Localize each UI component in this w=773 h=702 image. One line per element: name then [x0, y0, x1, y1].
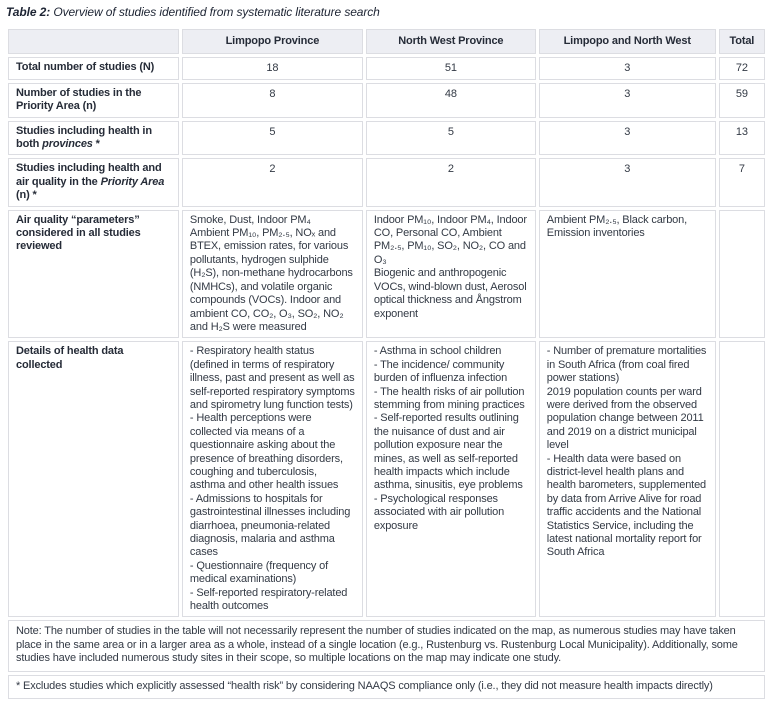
- total-studies-north-west: 51: [366, 57, 536, 79]
- air-quality-limpopo-and-nw: Ambient PM₂.₅, Black carbon, Emission inventories: [539, 210, 716, 339]
- row-priority-area-studies: [8, 83, 765, 118]
- header-row: [8, 29, 765, 54]
- table-caption-text: Overview of studies identified from systematic literature search: [50, 5, 380, 19]
- studies-overview-table: [5, 26, 768, 702]
- header-limpopo-and-north-west: Limpopo and North West: [539, 29, 716, 54]
- header-empty: [8, 29, 179, 54]
- row-air-quality-parameters-label: Air quality “parameters” considered in all studies reviewed: [8, 210, 179, 339]
- table-footnote: * Excludes studies which explicitly assessed “health risk” by considering NAAQS compliance only (i.e., they did not measure health impacts directly): [8, 675, 765, 699]
- row-health-both-provinces-label: Studies including health in both provinces *: [8, 121, 179, 156]
- row-health-data-details: [8, 341, 765, 617]
- priority-area-limpopo-and-nw: 3: [539, 83, 716, 118]
- total-studies-total: 72: [719, 57, 765, 79]
- health-air-quality-total: 7: [719, 158, 765, 206]
- row-health-both-provinces: [8, 121, 765, 156]
- health-both-north-west: 5: [366, 121, 536, 156]
- health-air-quality-limpopo: 2: [182, 158, 363, 206]
- total-studies-limpopo-and-nw: 3: [539, 57, 716, 79]
- priority-area-limpopo: 8: [182, 83, 363, 118]
- row-total-studies: [8, 57, 765, 79]
- health-data-total: [719, 341, 765, 617]
- note-row: [8, 620, 765, 671]
- row-air-quality-parameters: [8, 210, 765, 339]
- row-health-air-quality-label: Studies including health and air quality in the Priority Area (n) *: [8, 158, 179, 206]
- row-priority-area-label: Number of studies in the Priority Area (n): [8, 83, 179, 118]
- health-both-total: 13: [719, 121, 765, 156]
- total-studies-limpopo: 18: [182, 57, 363, 79]
- header-total: Total: [719, 29, 765, 54]
- health-both-limpopo: 5: [182, 121, 363, 156]
- priority-area-north-west: 48: [366, 83, 536, 118]
- health-data-limpopo: - Respiratory health status (defined in terms of respiratory illness, past and present as well as self-reported respiratory symptoms and spirometry lung function tests) - Health perceptions were collected via means of a questionnaire asking about the presence of breathing disorders, coughing and tuberculosis, asthma and other health issues - Admissions to hospitals for gastrointestinal illnesses including diarrhoea, pneumonia-related diagnosis, malaria and asthma cases - Questionnaire (frequency of medical examinations) - Self-reported respiratory-related health outcomes: [182, 341, 363, 617]
- header-north-west-province: North West Province: [366, 29, 536, 54]
- table-caption-label: Table 2:: [6, 5, 51, 19]
- health-data-north-west: - Asthma in school children - The incidence/ community burden of influenza infection - The health risks of air pollution stemming from mining practices - Self-reported results outlining the nuisance of dust and air pollution exposure near the mines, as well as self-reported health impacts which include asthma, sinusitis, eye problems - Psychological responses associated with air pollution exposure: [366, 341, 536, 617]
- footnote-row: [8, 675, 765, 699]
- row-total-studies-label: Total number of studies (N): [8, 57, 179, 79]
- row-health-data-details-label: Details of health data collected: [8, 341, 179, 617]
- header-limpopo-province: Limpopo Province: [182, 29, 363, 54]
- health-both-limpopo-and-nw: 3: [539, 121, 716, 156]
- air-quality-limpopo: Smoke, Dust, Indoor PM₄ Ambient PM₁₀, PM₂.₅, NOₓ and BTEX, emission rates, for various pollutants, hydrogen sulphide (H₂S), non-methane hydrocarbons (NMHCs), and volatile organic compounds (VOCs). Indoor and ambient CO, CO₂, O₃, SO₂, NO₂ and H₂S were measured: [182, 210, 363, 339]
- table-caption: [6, 5, 768, 19]
- table-note: Note: The number of studies in the table will not necessarily represent the number of studies indicated on the map, as numerous studies may have taken place in the same area or in a larger area as a whole, instead of a single location (e.g., Rustenburg vs. Rustenburg Local Municipality). Additionally, some studies have included numerous study sites in their scope, so multiple locations on the map may indicate one study.: [8, 620, 765, 671]
- health-air-quality-north-west: 2: [366, 158, 536, 206]
- priority-area-total: 59: [719, 83, 765, 118]
- air-quality-north-west: Indoor PM₁₀, Indoor PM₄, Indoor CO, Personal CO, Ambient PM₂.₅, PM₁₀, SO₂, NO₂, CO and O₃ Biogenic and anthropogenic VOCs, wind-blown dust, Aerosol optical thickness and Ångstrom exponent: [366, 210, 536, 339]
- health-data-limpopo-and-nw: - Number of premature mortalities in South Africa (from coal fired power stations) 2019 population counts per ward were derived from the observed population change between 2011 and 2019 on a district municipal level - Health data were based on district-level health plans and health barometers, supplemented by data from Arrive Alive for road traffic accidents and the National Statistics Service, including the latest national mortality report for South Africa: [539, 341, 716, 617]
- row-health-air-quality-priority-area: [8, 158, 765, 206]
- air-quality-total: [719, 210, 765, 339]
- health-air-quality-limpopo-and-nw: 3: [539, 158, 716, 206]
